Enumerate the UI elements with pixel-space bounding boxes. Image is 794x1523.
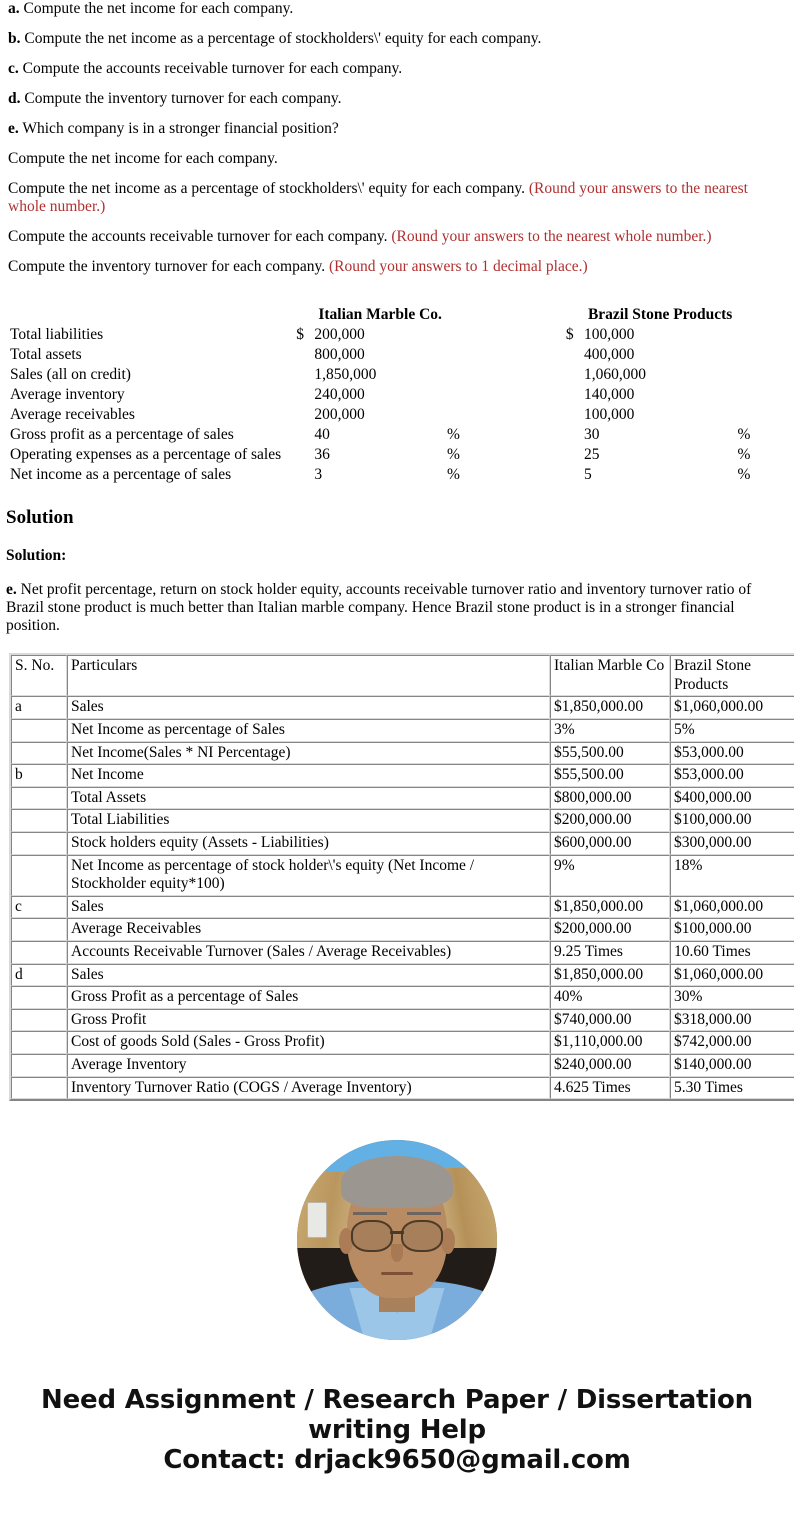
row-serial — [11, 855, 67, 896]
avatar-eyebrow-right — [407, 1212, 441, 1215]
cta-line-1: Need Assignment / Research Paper / Dissertation — [41, 1385, 753, 1416]
question-item-e — [8, 120, 786, 138]
table-row — [11, 742, 794, 765]
given-data-table-body — [4, 325, 790, 485]
table-row — [4, 365, 790, 385]
avatar-eyebrow-left — [353, 1212, 387, 1215]
given-row-it-percent — [445, 325, 499, 345]
row-particulars: Sales — [67, 696, 550, 719]
question-item-b — [8, 30, 786, 48]
given-row-bz-symbol — [564, 425, 582, 445]
table-row — [11, 986, 794, 1009]
solution-header-brazil: Brazil Stone Products — [670, 655, 794, 696]
row-serial — [11, 719, 67, 742]
restated-question-4 — [8, 258, 786, 276]
solution-table — [9, 653, 794, 1101]
table-row — [11, 787, 794, 810]
given-row-it-percent — [445, 405, 499, 425]
row-particulars: Inventory Turnover Ratio (COGS / Average Inventory) — [67, 1077, 550, 1100]
table-row — [11, 918, 794, 941]
question-item-d — [8, 90, 786, 108]
given-row-it-value: 200,000 — [314, 405, 365, 423]
avatar-container — [0, 1140, 794, 1340]
given-row-bz-percent — [736, 385, 791, 405]
given-row-label: Average inventory — [10, 385, 125, 403]
restated-question-2-text: Compute the net income as a percentage of stockholders\' equity for each company. — [8, 179, 525, 197]
given-header-bz-pct — [736, 305, 791, 325]
row-serial — [11, 986, 67, 1009]
table-row — [11, 855, 794, 896]
table-row — [11, 809, 794, 832]
given-data-table — [4, 305, 790, 485]
row-serial: b — [11, 764, 67, 787]
row-italian-value: $1,850,000.00 — [550, 964, 670, 987]
row-serial — [11, 918, 67, 941]
avatar-ear-right — [441, 1228, 455, 1254]
question-key-e: e. — [8, 119, 19, 137]
given-row-bz-value: 140,000 — [583, 385, 635, 403]
solution-answer-e — [6, 581, 788, 635]
restated-question-2 — [8, 180, 786, 216]
table-row — [11, 1009, 794, 1032]
row-italian-value: $240,000.00 — [550, 1054, 670, 1077]
row-particulars: Net Income as percentage of stock holder\'s equity (Net Income / Stockholder equity*100) — [67, 855, 550, 896]
avatar-glasses-left-lens — [351, 1220, 393, 1252]
given-row-bz-percent: % — [737, 465, 751, 483]
cta-block — [0, 1385, 794, 1475]
row-particulars: Average Receivables — [67, 918, 550, 941]
table-row — [11, 832, 794, 855]
row-italian-value: $740,000.00 — [550, 1009, 670, 1032]
given-row-bz-percent — [736, 345, 791, 365]
given-row-it-value: 40 — [314, 425, 330, 443]
given-row-label: Average receivables — [10, 405, 135, 423]
row-serial — [11, 809, 67, 832]
given-row-bz-percent: % — [737, 425, 751, 443]
table-row — [4, 345, 790, 365]
given-row-it-value: 1,850,000 — [314, 365, 377, 383]
row-brazil-value: $300,000.00 — [670, 832, 794, 855]
restated-question-1 — [8, 150, 786, 168]
row-serial: d — [11, 964, 67, 987]
table-row — [11, 896, 794, 919]
row-italian-value: $55,500.00 — [550, 764, 670, 787]
solution-table-group-b — [11, 764, 794, 896]
given-row-bz-value: 5 — [583, 465, 592, 483]
row-brazil-value: $100,000.00 — [670, 809, 794, 832]
given-row-it-symbol — [294, 425, 312, 445]
table-row — [11, 1031, 794, 1054]
row-brazil-value: 5.30 Times — [670, 1077, 794, 1100]
row-serial — [11, 1054, 67, 1077]
avatar-glasses-bridge — [390, 1231, 404, 1234]
table-row — [4, 425, 790, 445]
given-row-gap — [499, 365, 563, 385]
question-key-d: d. — [8, 89, 21, 107]
table-row — [11, 696, 794, 719]
given-row-it-symbol — [294, 365, 312, 385]
given-data-table-head — [4, 305, 790, 325]
given-row-it-percent: % — [446, 465, 460, 483]
row-particulars: Total Assets — [67, 787, 550, 810]
row-serial — [11, 742, 67, 765]
row-particulars: Gross Profit as a percentage of Sales — [67, 986, 550, 1009]
given-row-it-percent: % — [446, 445, 460, 463]
table-row — [4, 405, 790, 425]
row-italian-value: 9% — [550, 855, 670, 896]
row-italian-value: $200,000.00 — [550, 918, 670, 941]
solution-table-group-d — [11, 964, 794, 1100]
solution-header-sn: S. No. — [11, 655, 67, 696]
question-text-a: Compute the net income for each company. — [23, 0, 294, 17]
given-header-brazil: Brazil Stone Products — [587, 305, 733, 323]
row-brazil-value: $53,000.00 — [670, 764, 794, 787]
given-row-gap — [499, 325, 563, 345]
question-text-d: Compute the inventory turnover for each company. — [24, 89, 342, 107]
row-brazil-value: $100,000.00 — [670, 918, 794, 941]
solution-table-group-c — [11, 896, 794, 964]
row-brazil-value: $742,000.00 — [670, 1031, 794, 1054]
row-serial — [11, 787, 67, 810]
row-brazil-value: $53,000.00 — [670, 742, 794, 765]
given-row-it-symbol — [294, 345, 312, 365]
given-row-gap — [499, 445, 563, 465]
given-row-bz-value: 100,000 — [583, 325, 635, 343]
table-row — [4, 385, 790, 405]
question-text-e: Which company is in a stronger financial position? — [22, 119, 339, 137]
row-italian-value: 9.25 Times — [550, 941, 670, 964]
given-row-label: Operating expenses as a percentage of sales — [10, 445, 282, 463]
given-row-bz-value: 30 — [583, 425, 600, 443]
solution-heading: Solution — [6, 506, 74, 528]
row-brazil-value: 10.60 Times — [670, 941, 794, 964]
solution-table-group-a — [11, 655, 794, 764]
given-row-it-percent — [445, 345, 499, 365]
restated-question-3-text: Compute the accounts receivable turnover for each company. — [8, 227, 388, 245]
given-row-label: Total liabilities — [10, 325, 104, 343]
question-item-c — [8, 60, 786, 78]
given-row-it-symbol: $ — [296, 325, 304, 343]
avatar-hair — [341, 1156, 453, 1208]
row-italian-value: $1,850,000.00 — [550, 896, 670, 919]
row-particulars: Accounts Receivable Turnover (Sales / Average Receivables) — [67, 941, 550, 964]
table-row — [4, 445, 790, 465]
given-row-bz-value: 25 — [583, 445, 600, 463]
restated-question-4-text: Compute the inventory turnover for each company. — [8, 257, 326, 275]
given-row-it-value: 36 — [314, 445, 330, 463]
row-serial — [11, 1031, 67, 1054]
given-row-it-percent: % — [446, 425, 460, 443]
given-row-bz-value: 100,000 — [583, 405, 635, 423]
given-row-bz-symbol — [564, 385, 582, 405]
row-italian-value: $1,110,000.00 — [550, 1031, 670, 1054]
restated-question-3 — [8, 228, 786, 246]
row-serial — [11, 941, 67, 964]
given-row-label: Total assets — [10, 345, 82, 363]
question-key-b: b. — [8, 29, 21, 47]
restated-question-1-text: Compute the net income for each company. — [8, 149, 278, 167]
row-particulars: Cost of goods Sold (Sales - Gross Profit) — [67, 1031, 550, 1054]
avatar-background-switchplate — [307, 1202, 327, 1238]
table-row — [11, 764, 794, 787]
given-data-header-row — [4, 305, 790, 325]
solution-label: Solution: — [6, 547, 67, 565]
table-row — [11, 964, 794, 987]
given-row-label: Gross profit as a percentage of sales — [10, 425, 234, 443]
row-serial — [11, 1009, 67, 1032]
given-row-gap — [499, 425, 563, 445]
given-row-bz-value: 400,000 — [583, 345, 635, 363]
row-particulars: Gross Profit — [67, 1009, 550, 1032]
row-brazil-value: $318,000.00 — [670, 1009, 794, 1032]
given-header-bz-sym — [564, 305, 582, 325]
row-particulars: Average Inventory — [67, 1054, 550, 1077]
given-row-bz-percent: % — [737, 445, 751, 463]
given-row-bz-symbol — [564, 445, 582, 465]
given-row-gap — [499, 465, 563, 485]
row-brazil-value: 18% — [670, 855, 794, 896]
question-text-c: Compute the accounts receivable turnover for each company. — [22, 59, 403, 77]
row-italian-value: 40% — [550, 986, 670, 1009]
given-row-gap — [499, 405, 563, 425]
given-header-italian: Italian Marble Co. — [318, 305, 442, 323]
row-brazil-value: 5% — [670, 719, 794, 742]
solution-answer-key: e. — [6, 581, 17, 599]
row-italian-value: $600,000.00 — [550, 832, 670, 855]
avatar-glasses-right-lens — [401, 1220, 443, 1252]
given-row-bz-symbol: $ — [565, 325, 574, 343]
given-row-bz-percent — [736, 365, 791, 385]
question-item-a — [8, 0, 786, 18]
row-brazil-value: $1,060,000.00 — [670, 696, 794, 719]
solution-header-particulars: Particulars — [67, 655, 550, 696]
row-particulars: Net Income — [67, 764, 550, 787]
row-brazil-value: $1,060,000.00 — [670, 896, 794, 919]
question-text-b: Compute the net income as a percentage of stockholders\' equity for each company. — [24, 29, 542, 47]
rounding-note-2: (Round your answers to the nearest whole number.) — [8, 179, 748, 215]
row-italian-value: $200,000.00 — [550, 809, 670, 832]
table-row — [4, 325, 790, 345]
given-row-it-symbol — [294, 445, 312, 465]
given-row-it-symbol — [294, 385, 312, 405]
avatar — [297, 1140, 497, 1340]
row-italian-value: 4.625 Times — [550, 1077, 670, 1100]
rounding-note-3: (Round your answers to the nearest whole number.) — [391, 227, 712, 245]
given-row-it-value: 200,000 — [314, 325, 365, 343]
row-particulars: Net Income(Sales * NI Percentage) — [67, 742, 550, 765]
given-row-label: Sales (all on credit) — [10, 365, 131, 383]
given-header-it-pct — [445, 305, 499, 325]
table-row — [11, 1054, 794, 1077]
given-row-bz-symbol — [564, 365, 582, 385]
given-row-it-percent — [445, 385, 499, 405]
row-serial: a — [11, 696, 67, 719]
given-row-it-value: 240,000 — [314, 385, 365, 403]
given-row-bz-percent — [736, 405, 791, 425]
given-header-blank — [4, 305, 294, 325]
table-row — [11, 1077, 794, 1100]
row-serial: c — [11, 896, 67, 919]
row-italian-value: $800,000.00 — [550, 787, 670, 810]
given-header-it-sym — [294, 305, 312, 325]
solution-header-italian: Italian Marble Co — [550, 655, 670, 696]
row-brazil-value: 30% — [670, 986, 794, 1009]
row-italian-value: 3% — [550, 719, 670, 742]
question-key-c: c. — [8, 59, 19, 77]
given-row-gap — [499, 385, 563, 405]
row-brazil-value: $1,060,000.00 — [670, 964, 794, 987]
solution-table-header-row — [11, 655, 794, 696]
given-row-it-symbol — [294, 465, 312, 485]
table-row — [4, 465, 790, 485]
row-brazil-value: $140,000.00 — [670, 1054, 794, 1077]
question-list — [0, 0, 794, 276]
given-row-bz-symbol — [564, 465, 582, 485]
avatar-mouth — [381, 1272, 413, 1275]
row-serial — [11, 1077, 67, 1100]
given-row-it-value: 800,000 — [314, 345, 365, 363]
given-row-label: Net income as a percentage of sales — [10, 465, 232, 483]
row-italian-value: $55,500.00 — [550, 742, 670, 765]
given-row-gap — [499, 345, 563, 365]
given-row-bz-symbol — [564, 405, 582, 425]
row-particulars: Total Liabilities — [67, 809, 550, 832]
table-row — [11, 719, 794, 742]
row-particulars: Sales — [67, 896, 550, 919]
cta-line-2: writing Help — [308, 1415, 486, 1446]
cta-contact-email: Contact: drjack9650@gmail.com — [163, 1445, 631, 1476]
question-key-a: a. — [8, 0, 20, 17]
row-italian-value: $1,850,000.00 — [550, 696, 670, 719]
solution-answer-text: Net profit percentage, return on stock holder equity, accounts receivable turnover ratio and inventory turnover ratio of Brazil stone product is much better than Italian marble company. Hence Brazil stone product is in a stronger financial position. — [6, 581, 752, 635]
row-particulars: Net Income as percentage of Sales — [67, 719, 550, 742]
table-row — [11, 941, 794, 964]
row-particulars: Sales — [67, 964, 550, 987]
rounding-note-4: (Round your answers to 1 decimal place.) — [328, 257, 588, 275]
given-row-it-value: 3 — [314, 465, 323, 483]
row-particulars: Stock holders equity (Assets - Liabilities) — [67, 832, 550, 855]
given-row-bz-value: 1,060,000 — [583, 365, 646, 383]
given-row-bz-symbol — [564, 345, 582, 365]
row-brazil-value: $400,000.00 — [670, 787, 794, 810]
given-row-it-symbol — [294, 405, 312, 425]
given-row-bz-percent — [736, 325, 791, 345]
given-header-gap — [499, 305, 563, 325]
given-row-it-percent — [445, 365, 499, 385]
row-serial — [11, 832, 67, 855]
